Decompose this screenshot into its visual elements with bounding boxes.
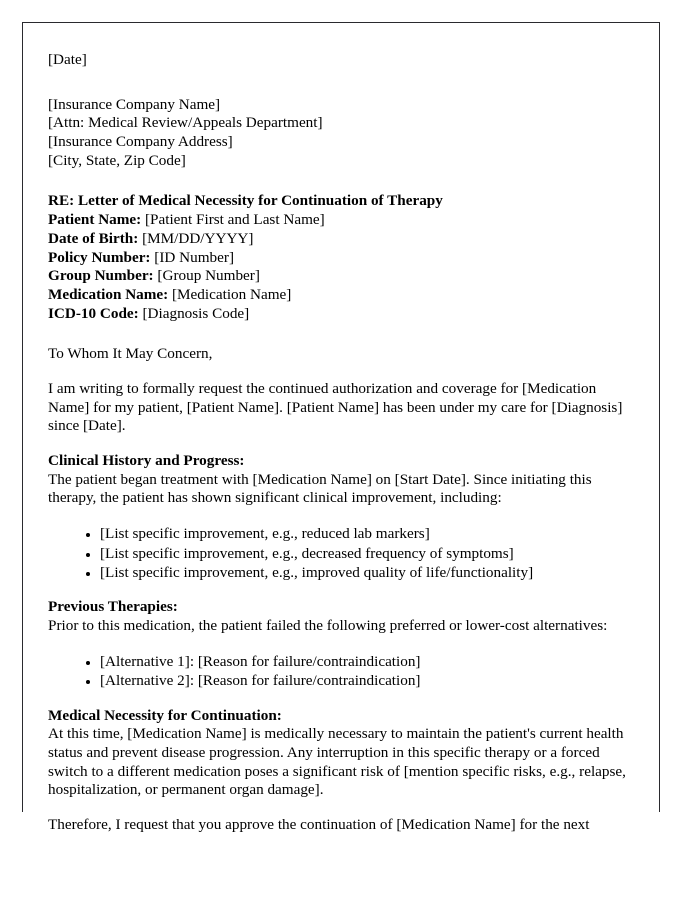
document-page	[22, 22, 660, 834]
page-content-area	[23, 23, 659, 835]
field-label: Date of Birth:	[48, 229, 139, 247]
field-patient-name	[48, 211, 629, 230]
field-value: [Group Number]	[157, 267, 260, 285]
spacer	[48, 800, 629, 816]
spacer	[48, 323, 629, 345]
spacer	[48, 582, 629, 598]
field-policy-number	[48, 249, 629, 268]
recipient-line: [Insurance Company Name]	[48, 95, 221, 113]
field-icd10-code	[48, 305, 629, 324]
section-heading: Clinical History and Progress:	[48, 452, 245, 469]
recipient-line: [Insurance Company Address]	[48, 133, 233, 151]
list-item: • [List specific improvement, e.g., improved quality of life/functionality]	[100, 563, 629, 582]
alternatives-list	[48, 652, 629, 691]
field-label: Group Number:	[48, 267, 154, 285]
spacer	[48, 636, 629, 652]
field-label: ICD-10 Code:	[48, 304, 139, 322]
section-heading: Previous Therapies:	[48, 598, 178, 616]
field-value: [Diagnosis Code]	[142, 304, 250, 322]
list-item: • [Alternative 2]: [Reason for failure/contraindication]	[100, 671, 629, 690]
list-item: • [Alternative 1]: [Reason for failure/contraindication]	[100, 652, 629, 671]
field-value: [Patient First and Last Name]	[145, 211, 325, 229]
re-subject-line: RE: Letter of Medical Necessity for Continuation of Therapy	[48, 192, 443, 210]
spacer	[48, 436, 629, 452]
salutation: To Whom It May Concern,	[48, 345, 213, 363]
field-label: Patient Name:	[48, 211, 142, 229]
section-paragraph: The patient began treatment with [Medication Name] on [Start Date]. Since initiating this therapy, the patient has shown significant clinical improvement, including:	[48, 470, 592, 507]
letter-body	[48, 51, 629, 835]
field-date-of-birth	[48, 230, 629, 249]
field-label: Medication Name:	[48, 285, 169, 303]
list-item: • [List specific improvement, e.g., reduced lab markers]	[100, 524, 629, 543]
recipient-line: [City, State, Zip Code]	[48, 151, 186, 169]
field-group-number	[48, 267, 629, 286]
field-value: [Medication Name]	[172, 285, 292, 303]
section-heading: Medical Necessity for Continuation:	[48, 706, 282, 724]
section-clinical-history	[48, 452, 629, 582]
section-paragraph: Prior to this medication, the patient failed the following preferred or lower-cost alternatives:	[48, 617, 608, 635]
recipient-line: [Attn: Medical Review/Appeals Department]	[48, 114, 323, 132]
spacer	[48, 70, 629, 96]
spacer	[48, 691, 629, 707]
recipient-address-block	[48, 96, 629, 171]
intro-paragraph: I am writing to formally request the continued authorization and coverage for [Medication Name] for my patient, [Patient Name]. [Patient Name] has been under my care for [Diagnosis] since [Date].	[48, 379, 623, 435]
section-medical-necessity	[48, 707, 629, 800]
field-medication-name	[48, 286, 629, 305]
field-label: Policy Number:	[48, 248, 151, 266]
spacer	[48, 364, 629, 380]
re-subject-block	[48, 192, 629, 323]
field-value: [MM/DD/YYYY]	[142, 229, 254, 247]
date-placeholder: [Date]	[48, 51, 87, 68]
improvement-list	[48, 524, 629, 582]
list-item: • [List specific improvement, e.g., decreased frequency of symptoms]	[100, 544, 629, 563]
field-value: [ID Number]	[154, 248, 235, 266]
closing-paragraph: Therefore, I request that you approve the continuation of [Medication Name] for the next	[48, 816, 590, 834]
date-block	[48, 51, 629, 70]
section-previous-therapies	[48, 598, 629, 690]
section-paragraph: At this time, [Medication Name] is medically necessary to maintain the patient's current health status and prevent disease progression. Any interruption in this specific therapy or a forced switch to a different medication poses a significant risk of [mention specific risks, e.g., relapse, hospitalization, or permanent organ damage].	[48, 725, 626, 799]
spacer	[48, 170, 629, 192]
spacer	[48, 508, 629, 524]
